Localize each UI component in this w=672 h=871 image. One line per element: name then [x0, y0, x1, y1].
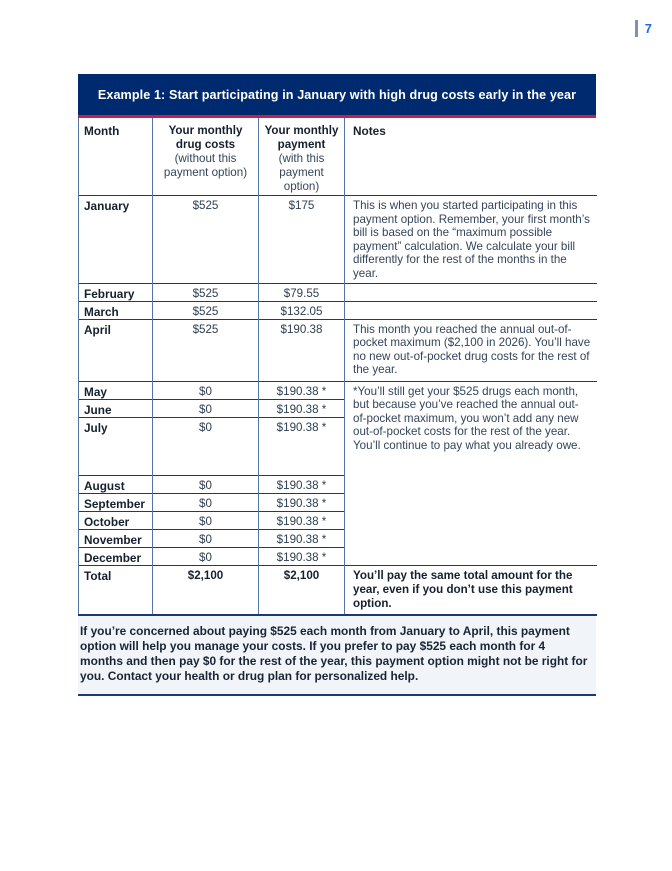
cell-cost: $525 [153, 196, 259, 284]
page-number [635, 20, 652, 37]
cell-cost: $0 [153, 381, 259, 399]
col-header-payment [259, 118, 345, 196]
cell-cost: $0 [153, 529, 259, 547]
cell-month: January [79, 196, 153, 284]
cell-payment: $190.38 * [259, 493, 345, 511]
cell-cost: $0 [153, 493, 259, 511]
cell-month: March [79, 301, 153, 319]
cell-cost: $525 [153, 283, 259, 301]
cell-cost: $0 [153, 547, 259, 565]
col-header-notes: Notes [345, 118, 597, 196]
content-area [78, 74, 596, 696]
col-header-payment-title: Your monthly payment [264, 124, 339, 151]
cell-payment: $190.38 [259, 319, 345, 381]
cell-month: April [79, 319, 153, 381]
cell-payment: $190.38 * [259, 417, 345, 475]
cell-total-label: Total [79, 565, 153, 615]
page-number-divider [635, 20, 638, 37]
table-row-february [79, 283, 597, 301]
table-row-total [79, 565, 597, 615]
col-header-drug-costs-title: Your monthly drug costs [168, 124, 243, 151]
cell-note: This month you reached the annual out-of-pocket maximum ($2,100 in 2026). You’ll have no new out-of-pocket drug costs for the rest of the year. [345, 319, 597, 381]
cell-payment: $190.38 * [259, 475, 345, 493]
cell-payment: $175 [259, 196, 345, 284]
cell-total-cost: $2,100 [153, 565, 259, 615]
cell-total-note: You’ll pay the same total amount for the year, even if you don’t use this payment option. [345, 565, 597, 615]
col-header-drug-costs-subtitle: (without this payment option) [163, 152, 248, 179]
cell-payment: $190.38 * [259, 547, 345, 565]
cell-note: This is when you started participating in this payment option. Remember, your first month’s bill is based on the “maximum possible payment” calculation. We calculate your bill differently for the rest of the months in the year. [345, 196, 597, 284]
cell-note [345, 283, 597, 301]
cell-month: September [79, 493, 153, 511]
example-title: Example 1: Start participating in January with high drug costs early in the year [97, 87, 577, 102]
cell-cost: $0 [153, 511, 259, 529]
payment-table [78, 118, 597, 616]
cell-payment: $132.05 [259, 301, 345, 319]
table-row-april [79, 319, 597, 381]
cell-month: November [79, 529, 153, 547]
col-header-month: Month [79, 118, 153, 196]
cell-payment: $190.38 * [259, 399, 345, 417]
cell-payment: $190.38 * [259, 529, 345, 547]
cell-month: May [79, 381, 153, 399]
cell-cost: $525 [153, 319, 259, 381]
cell-month: December [79, 547, 153, 565]
table-row-march [79, 301, 597, 319]
cell-note-merged: *You’ll still get your $525 drugs each month, but because you’ve reached the annual out-of-pocket maximum, you won’t add any new out-of-pocket costs for the rest of the year. You’ll continue to pay what you already owe. [345, 381, 597, 565]
page-number-value: 7 [644, 21, 652, 36]
cell-total-payment: $2,100 [259, 565, 345, 615]
example-title-bar [78, 74, 596, 115]
table-row-may [79, 381, 597, 399]
cell-month: July [79, 417, 153, 475]
cell-payment: $190.38 * [259, 381, 345, 399]
cell-payment: $190.38 * [259, 511, 345, 529]
cell-cost: $0 [153, 417, 259, 475]
cell-cost: $0 [153, 475, 259, 493]
footer-paragraph: If you’re concerned about paying $525 each month from January to April, this payment option will help you manage your costs. If you prefer to pay $525 each month for 4 months and then pay $0 for the rest of the year, this payment option might not be right for you. Contact your health or drug plan for personalized help. [78, 616, 596, 696]
cell-cost: $0 [153, 399, 259, 417]
col-header-drug-costs [153, 118, 259, 196]
cell-payment: $79.55 [259, 283, 345, 301]
table-row-january [79, 196, 597, 284]
cell-month: June [79, 399, 153, 417]
cell-month: October [79, 511, 153, 529]
cell-month: February [79, 283, 153, 301]
col-header-payment-subtitle: (with this payment option) [278, 152, 325, 193]
cell-note [345, 301, 597, 319]
cell-cost: $525 [153, 301, 259, 319]
table-header-row [79, 118, 597, 196]
cell-month: August [79, 475, 153, 493]
